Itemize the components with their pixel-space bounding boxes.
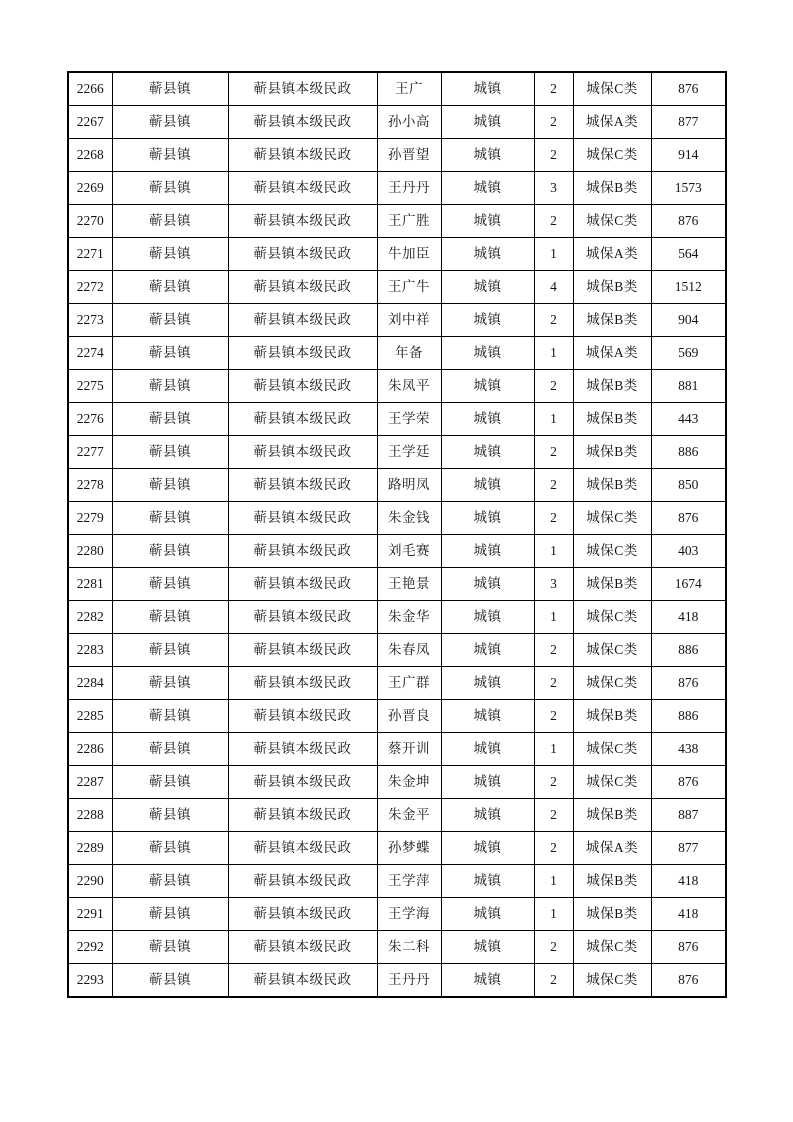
cell-town: 蕲县镇 bbox=[112, 436, 228, 469]
cell-agency: 蕲县镇本级民政 bbox=[228, 271, 377, 304]
cell-benefit-category: 城保C类 bbox=[573, 139, 651, 172]
cell-amount: 569 bbox=[651, 337, 726, 370]
cell-residence-type: 城镇 bbox=[441, 865, 534, 898]
cell-seq-number: 2266 bbox=[68, 72, 112, 106]
cell-benefit-category: 城保B类 bbox=[573, 865, 651, 898]
cell-residence-type: 城镇 bbox=[441, 700, 534, 733]
cell-agency: 蕲县镇本级民政 bbox=[228, 337, 377, 370]
cell-amount: 876 bbox=[651, 667, 726, 700]
cell-seq-number: 2286 bbox=[68, 733, 112, 766]
cell-household-count: 2 bbox=[534, 667, 573, 700]
cell-residence-type: 城镇 bbox=[441, 370, 534, 403]
table-row bbox=[68, 172, 726, 205]
cell-seq-number: 2268 bbox=[68, 139, 112, 172]
cell-seq-number: 2289 bbox=[68, 832, 112, 865]
cell-benefit-category: 城保B类 bbox=[573, 370, 651, 403]
cell-person-name: 王广群 bbox=[377, 667, 441, 700]
cell-household-count: 4 bbox=[534, 271, 573, 304]
table-row bbox=[68, 139, 726, 172]
cell-benefit-category: 城保B类 bbox=[573, 700, 651, 733]
cell-benefit-category: 城保C类 bbox=[573, 535, 651, 568]
cell-residence-type: 城镇 bbox=[441, 535, 534, 568]
table-row bbox=[68, 535, 726, 568]
table-row bbox=[68, 964, 726, 998]
cell-person-name: 刘中祥 bbox=[377, 304, 441, 337]
table-row bbox=[68, 238, 726, 271]
cell-residence-type: 城镇 bbox=[441, 469, 534, 502]
cell-person-name: 王广 bbox=[377, 72, 441, 106]
cell-agency: 蕲县镇本级民政 bbox=[228, 436, 377, 469]
cell-town: 蕲县镇 bbox=[112, 106, 228, 139]
table-row bbox=[68, 469, 726, 502]
cell-amount: 886 bbox=[651, 436, 726, 469]
cell-amount: 876 bbox=[651, 931, 726, 964]
table-row bbox=[68, 205, 726, 238]
cell-town: 蕲县镇 bbox=[112, 304, 228, 337]
cell-benefit-category: 城保B类 bbox=[573, 172, 651, 205]
cell-agency: 蕲县镇本级民政 bbox=[228, 733, 377, 766]
cell-residence-type: 城镇 bbox=[441, 238, 534, 271]
cell-agency: 蕲县镇本级民政 bbox=[228, 865, 377, 898]
cell-amount: 1573 bbox=[651, 172, 726, 205]
cell-person-name: 王学萍 bbox=[377, 865, 441, 898]
cell-household-count: 1 bbox=[534, 403, 573, 436]
cell-residence-type: 城镇 bbox=[441, 106, 534, 139]
cell-residence-type: 城镇 bbox=[441, 436, 534, 469]
cell-seq-number: 2293 bbox=[68, 964, 112, 998]
cell-person-name: 王艳景 bbox=[377, 568, 441, 601]
cell-amount: 877 bbox=[651, 832, 726, 865]
cell-amount: 443 bbox=[651, 403, 726, 436]
cell-person-name: 王学荣 bbox=[377, 403, 441, 436]
cell-amount: 438 bbox=[651, 733, 726, 766]
cell-residence-type: 城镇 bbox=[441, 931, 534, 964]
cell-benefit-category: 城保C类 bbox=[573, 502, 651, 535]
cell-town: 蕲县镇 bbox=[112, 271, 228, 304]
cell-person-name: 孙梦蝶 bbox=[377, 832, 441, 865]
cell-household-count: 2 bbox=[534, 72, 573, 106]
cell-household-count: 2 bbox=[534, 304, 573, 337]
cell-amount: 881 bbox=[651, 370, 726, 403]
cell-person-name: 孙小高 bbox=[377, 106, 441, 139]
cell-household-count: 1 bbox=[534, 535, 573, 568]
cell-amount: 850 bbox=[651, 469, 726, 502]
cell-person-name: 朱春凤 bbox=[377, 634, 441, 667]
cell-person-name: 朱金华 bbox=[377, 601, 441, 634]
cell-agency: 蕲县镇本级民政 bbox=[228, 469, 377, 502]
cell-agency: 蕲县镇本级民政 bbox=[228, 931, 377, 964]
cell-town: 蕲县镇 bbox=[112, 205, 228, 238]
cell-residence-type: 城镇 bbox=[441, 568, 534, 601]
cell-amount: 904 bbox=[651, 304, 726, 337]
cell-agency: 蕲县镇本级民政 bbox=[228, 304, 377, 337]
table-row bbox=[68, 271, 726, 304]
cell-seq-number: 2272 bbox=[68, 271, 112, 304]
table-row bbox=[68, 766, 726, 799]
cell-benefit-category: 城保B类 bbox=[573, 271, 651, 304]
cell-residence-type: 城镇 bbox=[441, 337, 534, 370]
cell-person-name: 王丹丹 bbox=[377, 172, 441, 205]
cell-seq-number: 2281 bbox=[68, 568, 112, 601]
cell-person-name: 朱凤平 bbox=[377, 370, 441, 403]
cell-agency: 蕲县镇本级民政 bbox=[228, 832, 377, 865]
cell-seq-number: 2280 bbox=[68, 535, 112, 568]
cell-agency: 蕲县镇本级民政 bbox=[228, 238, 377, 271]
cell-person-name: 王丹丹 bbox=[377, 964, 441, 998]
cell-agency: 蕲县镇本级民政 bbox=[228, 205, 377, 238]
cell-agency: 蕲县镇本级民政 bbox=[228, 898, 377, 931]
cell-household-count: 3 bbox=[534, 172, 573, 205]
benefits-table bbox=[67, 71, 727, 998]
cell-benefit-category: 城保C类 bbox=[573, 601, 651, 634]
cell-household-count: 1 bbox=[534, 733, 573, 766]
cell-household-count: 1 bbox=[534, 601, 573, 634]
cell-agency: 蕲县镇本级民政 bbox=[228, 502, 377, 535]
cell-town: 蕲县镇 bbox=[112, 72, 228, 106]
cell-household-count: 2 bbox=[534, 205, 573, 238]
cell-town: 蕲县镇 bbox=[112, 337, 228, 370]
cell-agency: 蕲县镇本级民政 bbox=[228, 106, 377, 139]
cell-person-name: 王学廷 bbox=[377, 436, 441, 469]
cell-benefit-category: 城保C类 bbox=[573, 205, 651, 238]
table-row bbox=[68, 898, 726, 931]
cell-household-count: 2 bbox=[534, 832, 573, 865]
cell-town: 蕲县镇 bbox=[112, 832, 228, 865]
cell-amount: 877 bbox=[651, 106, 726, 139]
cell-amount: 876 bbox=[651, 502, 726, 535]
table-row bbox=[68, 601, 726, 634]
table-row bbox=[68, 337, 726, 370]
cell-person-name: 朱金坤 bbox=[377, 766, 441, 799]
cell-household-count: 2 bbox=[534, 799, 573, 832]
cell-town: 蕲县镇 bbox=[112, 139, 228, 172]
cell-agency: 蕲县镇本级民政 bbox=[228, 139, 377, 172]
table-row bbox=[68, 436, 726, 469]
cell-benefit-category: 城保B类 bbox=[573, 568, 651, 601]
cell-seq-number: 2282 bbox=[68, 601, 112, 634]
cell-residence-type: 城镇 bbox=[441, 271, 534, 304]
cell-residence-type: 城镇 bbox=[441, 733, 534, 766]
cell-person-name: 牛加臣 bbox=[377, 238, 441, 271]
cell-amount: 564 bbox=[651, 238, 726, 271]
cell-agency: 蕲县镇本级民政 bbox=[228, 601, 377, 634]
table-row bbox=[68, 304, 726, 337]
cell-residence-type: 城镇 bbox=[441, 964, 534, 998]
cell-seq-number: 2273 bbox=[68, 304, 112, 337]
table-row bbox=[68, 865, 726, 898]
cell-household-count: 1 bbox=[534, 238, 573, 271]
cell-agency: 蕲县镇本级民政 bbox=[228, 667, 377, 700]
cell-amount: 403 bbox=[651, 535, 726, 568]
cell-town: 蕲县镇 bbox=[112, 370, 228, 403]
cell-person-name: 蔡开训 bbox=[377, 733, 441, 766]
table-row bbox=[68, 799, 726, 832]
cell-amount: 876 bbox=[651, 964, 726, 998]
cell-household-count: 2 bbox=[534, 106, 573, 139]
cell-seq-number: 2274 bbox=[68, 337, 112, 370]
cell-person-name: 孙晋良 bbox=[377, 700, 441, 733]
cell-town: 蕲县镇 bbox=[112, 568, 228, 601]
cell-town: 蕲县镇 bbox=[112, 172, 228, 205]
cell-seq-number: 2285 bbox=[68, 700, 112, 733]
cell-town: 蕲县镇 bbox=[112, 898, 228, 931]
table-row bbox=[68, 667, 726, 700]
cell-household-count: 2 bbox=[534, 931, 573, 964]
cell-town: 蕲县镇 bbox=[112, 601, 228, 634]
cell-town: 蕲县镇 bbox=[112, 535, 228, 568]
cell-amount: 876 bbox=[651, 72, 726, 106]
cell-person-name: 年备 bbox=[377, 337, 441, 370]
cell-seq-number: 2277 bbox=[68, 436, 112, 469]
cell-agency: 蕲县镇本级民政 bbox=[228, 172, 377, 205]
cell-household-count: 3 bbox=[534, 568, 573, 601]
table-row bbox=[68, 700, 726, 733]
cell-residence-type: 城镇 bbox=[441, 139, 534, 172]
cell-seq-number: 2279 bbox=[68, 502, 112, 535]
cell-benefit-category: 城保C类 bbox=[573, 766, 651, 799]
cell-town: 蕲县镇 bbox=[112, 766, 228, 799]
cell-benefit-category: 城保B类 bbox=[573, 403, 651, 436]
cell-household-count: 2 bbox=[534, 139, 573, 172]
cell-amount: 886 bbox=[651, 634, 726, 667]
cell-benefit-category: 城保B类 bbox=[573, 304, 651, 337]
cell-agency: 蕲县镇本级民政 bbox=[228, 964, 377, 998]
table-row bbox=[68, 72, 726, 106]
cell-amount: 887 bbox=[651, 799, 726, 832]
cell-seq-number: 2292 bbox=[68, 931, 112, 964]
cell-person-name: 刘毛赛 bbox=[377, 535, 441, 568]
cell-agency: 蕲县镇本级民政 bbox=[228, 700, 377, 733]
cell-residence-type: 城镇 bbox=[441, 832, 534, 865]
table-row bbox=[68, 403, 726, 436]
cell-residence-type: 城镇 bbox=[441, 898, 534, 931]
cell-benefit-category: 城保C类 bbox=[573, 72, 651, 106]
cell-town: 蕲县镇 bbox=[112, 700, 228, 733]
cell-residence-type: 城镇 bbox=[441, 634, 534, 667]
cell-benefit-category: 城保B类 bbox=[573, 436, 651, 469]
table-row bbox=[68, 370, 726, 403]
cell-person-name: 朱金平 bbox=[377, 799, 441, 832]
cell-seq-number: 2287 bbox=[68, 766, 112, 799]
cell-seq-number: 2275 bbox=[68, 370, 112, 403]
cell-benefit-category: 城保C类 bbox=[573, 667, 651, 700]
cell-residence-type: 城镇 bbox=[441, 799, 534, 832]
cell-amount: 418 bbox=[651, 898, 726, 931]
cell-residence-type: 城镇 bbox=[441, 667, 534, 700]
cell-benefit-category: 城保C类 bbox=[573, 634, 651, 667]
cell-town: 蕲县镇 bbox=[112, 403, 228, 436]
cell-household-count: 2 bbox=[534, 502, 573, 535]
cell-seq-number: 2267 bbox=[68, 106, 112, 139]
cell-agency: 蕲县镇本级民政 bbox=[228, 72, 377, 106]
cell-household-count: 2 bbox=[534, 700, 573, 733]
cell-benefit-category: 城保C类 bbox=[573, 964, 651, 998]
table-row bbox=[68, 733, 726, 766]
cell-agency: 蕲县镇本级民政 bbox=[228, 799, 377, 832]
cell-person-name: 朱金钱 bbox=[377, 502, 441, 535]
cell-seq-number: 2290 bbox=[68, 865, 112, 898]
cell-amount: 1674 bbox=[651, 568, 726, 601]
cell-amount: 1512 bbox=[651, 271, 726, 304]
table-row bbox=[68, 568, 726, 601]
cell-seq-number: 2283 bbox=[68, 634, 112, 667]
table-row bbox=[68, 106, 726, 139]
cell-town: 蕲县镇 bbox=[112, 931, 228, 964]
cell-household-count: 2 bbox=[534, 766, 573, 799]
cell-agency: 蕲县镇本级民政 bbox=[228, 403, 377, 436]
cell-person-name: 王广牛 bbox=[377, 271, 441, 304]
cell-person-name: 孙晋望 bbox=[377, 139, 441, 172]
cell-agency: 蕲县镇本级民政 bbox=[228, 634, 377, 667]
cell-household-count: 2 bbox=[534, 469, 573, 502]
cell-amount: 914 bbox=[651, 139, 726, 172]
cell-household-count: 2 bbox=[534, 436, 573, 469]
cell-household-count: 1 bbox=[534, 865, 573, 898]
cell-seq-number: 2291 bbox=[68, 898, 112, 931]
table-body bbox=[68, 72, 726, 997]
cell-seq-number: 2271 bbox=[68, 238, 112, 271]
cell-amount: 876 bbox=[651, 766, 726, 799]
cell-town: 蕲县镇 bbox=[112, 865, 228, 898]
cell-household-count: 2 bbox=[534, 964, 573, 998]
cell-benefit-category: 城保C类 bbox=[573, 733, 651, 766]
cell-residence-type: 城镇 bbox=[441, 304, 534, 337]
cell-agency: 蕲县镇本级民政 bbox=[228, 535, 377, 568]
cell-benefit-category: 城保B类 bbox=[573, 898, 651, 931]
cell-person-name: 王广胜 bbox=[377, 205, 441, 238]
cell-benefit-category: 城保A类 bbox=[573, 106, 651, 139]
cell-town: 蕲县镇 bbox=[112, 502, 228, 535]
cell-town: 蕲县镇 bbox=[112, 799, 228, 832]
cell-town: 蕲县镇 bbox=[112, 469, 228, 502]
cell-household-count: 1 bbox=[534, 337, 573, 370]
cell-residence-type: 城镇 bbox=[441, 766, 534, 799]
cell-person-name: 王学海 bbox=[377, 898, 441, 931]
cell-seq-number: 2284 bbox=[68, 667, 112, 700]
cell-seq-number: 2270 bbox=[68, 205, 112, 238]
cell-town: 蕲县镇 bbox=[112, 667, 228, 700]
cell-benefit-category: 城保B类 bbox=[573, 799, 651, 832]
cell-benefit-category: 城保A类 bbox=[573, 238, 651, 271]
cell-residence-type: 城镇 bbox=[441, 403, 534, 436]
cell-residence-type: 城镇 bbox=[441, 72, 534, 106]
cell-benefit-category: 城保B类 bbox=[573, 469, 651, 502]
table-row bbox=[68, 502, 726, 535]
cell-seq-number: 2269 bbox=[68, 172, 112, 205]
cell-agency: 蕲县镇本级民政 bbox=[228, 370, 377, 403]
cell-household-count: 2 bbox=[534, 370, 573, 403]
cell-seq-number: 2278 bbox=[68, 469, 112, 502]
cell-benefit-category: 城保C类 bbox=[573, 931, 651, 964]
table-row bbox=[68, 931, 726, 964]
cell-town: 蕲县镇 bbox=[112, 964, 228, 998]
cell-amount: 418 bbox=[651, 601, 726, 634]
cell-household-count: 2 bbox=[534, 634, 573, 667]
table-row bbox=[68, 832, 726, 865]
cell-residence-type: 城镇 bbox=[441, 502, 534, 535]
cell-amount: 418 bbox=[651, 865, 726, 898]
cell-residence-type: 城镇 bbox=[441, 601, 534, 634]
cell-household-count: 1 bbox=[534, 898, 573, 931]
cell-agency: 蕲县镇本级民政 bbox=[228, 766, 377, 799]
cell-person-name: 路明凤 bbox=[377, 469, 441, 502]
cell-town: 蕲县镇 bbox=[112, 733, 228, 766]
table-row bbox=[68, 634, 726, 667]
cell-benefit-category: 城保A类 bbox=[573, 337, 651, 370]
cell-amount: 876 bbox=[651, 205, 726, 238]
cell-residence-type: 城镇 bbox=[441, 205, 534, 238]
cell-amount: 886 bbox=[651, 700, 726, 733]
cell-agency: 蕲县镇本级民政 bbox=[228, 568, 377, 601]
cell-person-name: 朱二科 bbox=[377, 931, 441, 964]
cell-residence-type: 城镇 bbox=[441, 172, 534, 205]
cell-seq-number: 2276 bbox=[68, 403, 112, 436]
cell-seq-number: 2288 bbox=[68, 799, 112, 832]
cell-benefit-category: 城保A类 bbox=[573, 832, 651, 865]
cell-town: 蕲县镇 bbox=[112, 238, 228, 271]
cell-town: 蕲县镇 bbox=[112, 634, 228, 667]
